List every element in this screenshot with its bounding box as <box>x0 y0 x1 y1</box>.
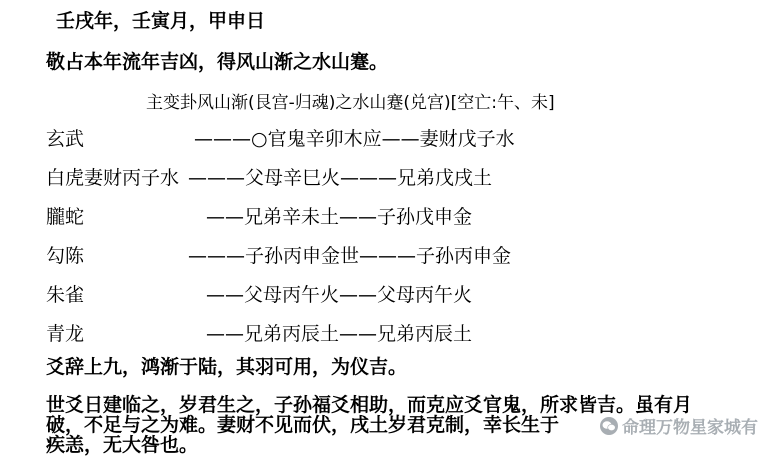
wechat-icon <box>600 417 618 435</box>
gua-heading: 主变卦风山渐(艮宫-归魂)之水山蹇(兑宫)[空亡:午、未] <box>146 93 555 113</box>
yao-line: ——父母丙午火——父母丙午火 <box>206 284 473 306</box>
yao-line: ——兄弟辛未土——子孙戊申金 <box>206 206 473 228</box>
role-label: 朧蛇 <box>46 206 85 228</box>
analysis-line: 世爻日建临之，岁君生之，子孙福爻相助，而克应爻官鬼，所求皆吉。虽有月 <box>46 394 693 416</box>
watermark <box>600 413 758 438</box>
question-line: 敬占本年流年吉凶，得风山渐之水山蹇。 <box>46 51 389 73</box>
yao-line: ———父母辛巳火———兄弟戊戌土 <box>188 167 493 189</box>
yao-line: ——兄弟丙辰土——兄弟丙辰土 <box>206 323 473 345</box>
yao-line: ———子孙丙申金世———子孙丙申金 <box>188 245 512 267</box>
analysis-line: 破，不足与之为难。妻财不见而伏，戌土岁君克制，幸长生于 <box>46 414 560 436</box>
yao-ci-line: 爻辞上九，鸿渐于陆，其羽可用，为仪吉。 <box>46 356 408 378</box>
role-label: 白虎妻财丙子水 <box>46 167 180 189</box>
role-label: 朱雀 <box>46 284 85 306</box>
analysis-line: 疾恙，无大咎也。 <box>46 434 199 456</box>
date-line: 壬戌年，壬寅月，甲申日 <box>56 10 266 32</box>
role-label: 青龙 <box>46 323 85 345</box>
watermark-text: 命理万物星家城有 <box>622 418 758 438</box>
yao-line: ———○官鬼辛卯木应——妻财戊子水 <box>194 128 515 150</box>
role-label: 勾陈 <box>46 245 85 267</box>
role-label: 玄武 <box>46 128 85 150</box>
